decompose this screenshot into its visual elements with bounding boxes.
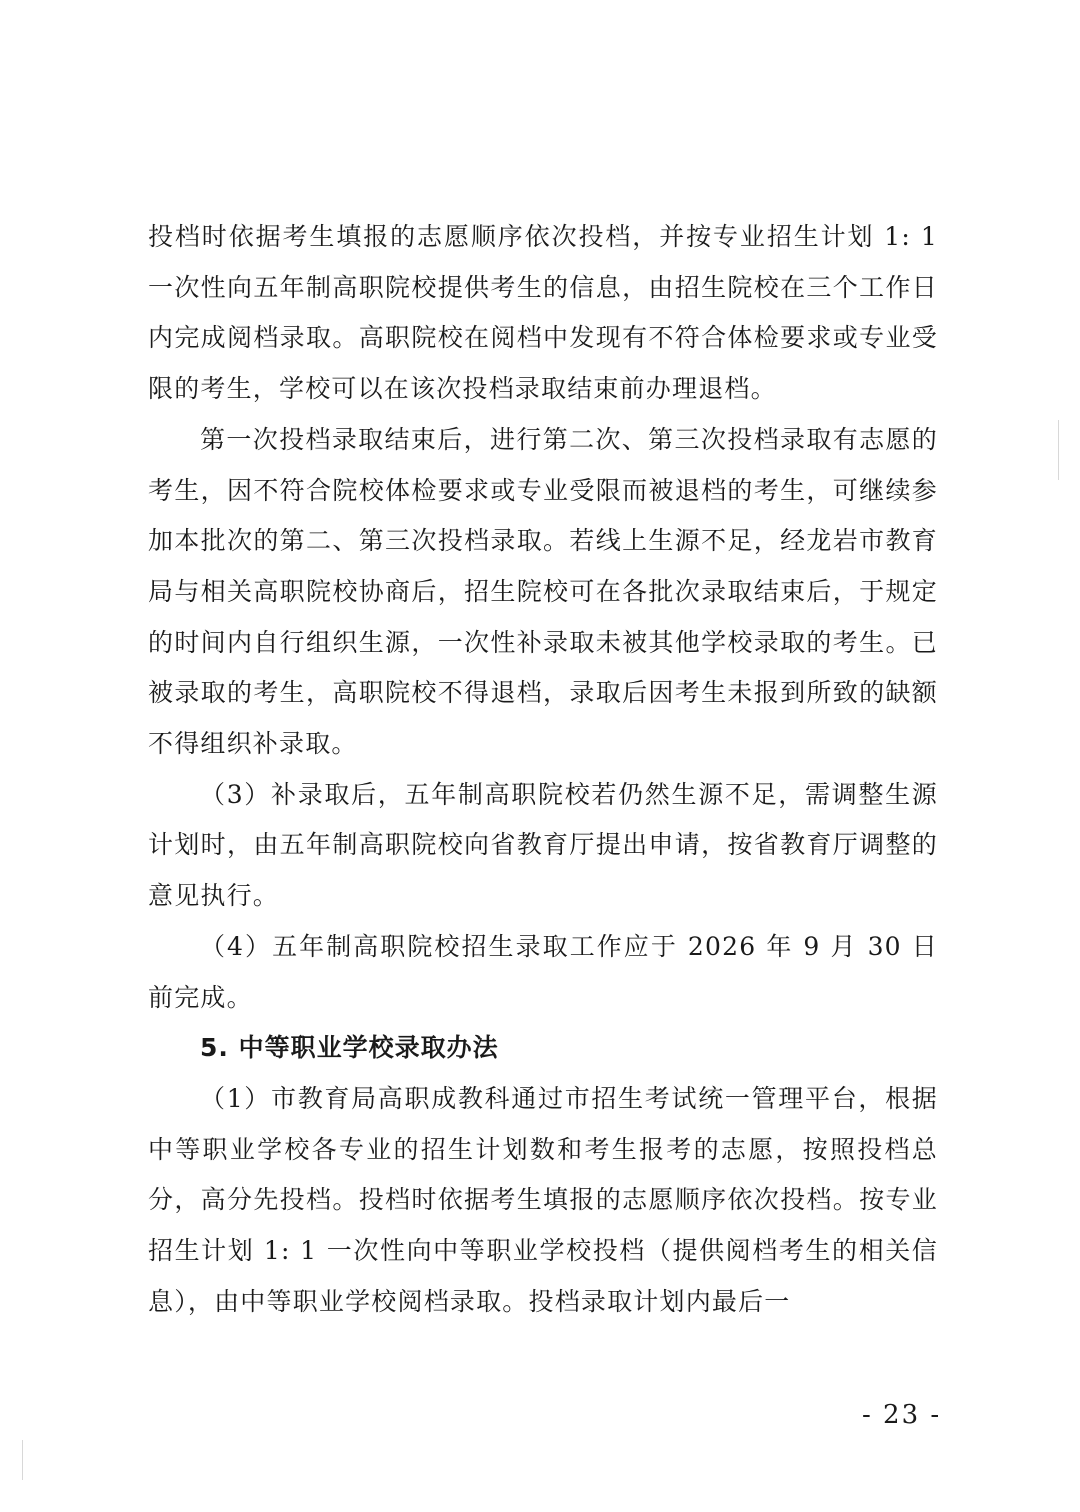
paragraph-2: 第一次投档录取结束后，进行第二次、第三次投档录取有志愿的考生，因不符合院校体检要求或专业受限而被退档的考生，可继续参加本批次的第二、第三次投档录取。若线上生源不足，经龙岩市教育局与相关高职院校协商后，招生院校可在各批次录取结束后，于规定的时间内自行组织生源，一次性补录取未被其他学校录取的考生。已被录取的考生，高职院校不得退档，录取后因考生未报到所致的缺额不得组织补录取。 [148, 424, 938, 759]
paragraph-1: 投档时依据考生填报的志愿顺序依次投档，并按专业招生计划 1: 1 一次性向五年制高职院校提供考生的信息，由招生院校在三个工作日内完成阅档录取。高职院校在阅档中发现有不符合体检要求或专业受限的考生，学校可以在该次投档录取结束前办理退档。 [148, 222, 938, 404]
page-number: - 23 - [862, 1400, 942, 1430]
scan-edge-mark [22, 1440, 23, 1480]
paragraph-3: （3）补录取后，五年制高职院校若仍然生源不足，需调整生源计划时，由五年制高职院校向省教育厅提出申请，按省教育厅调整的意见执行。 [148, 779, 938, 911]
document-body [148, 212, 938, 1327]
paragraph-4: （4）五年制高职院校招生录取工作应于 2026 年 9 月 30 日前完成。 [148, 931, 938, 1012]
section-heading: 5. 中等职业学校录取办法 [200, 1033, 499, 1063]
scan-edge-mark [1058, 420, 1059, 480]
paragraph-5: （1）市教育局高职成教科通过市招生考试统一管理平台，根据中等职业学校各专业的招生计划数和考生报考的志愿，按照投档总分，高分先投档。投档时依据考生填报的志愿顺序依次投档。按专业招生计划 1: 1 一次性向中等职业学校投档（提供阅档考生的相关信息），由中等职业学校阅档录取。投档录取计划内最后一 [148, 1083, 938, 1316]
